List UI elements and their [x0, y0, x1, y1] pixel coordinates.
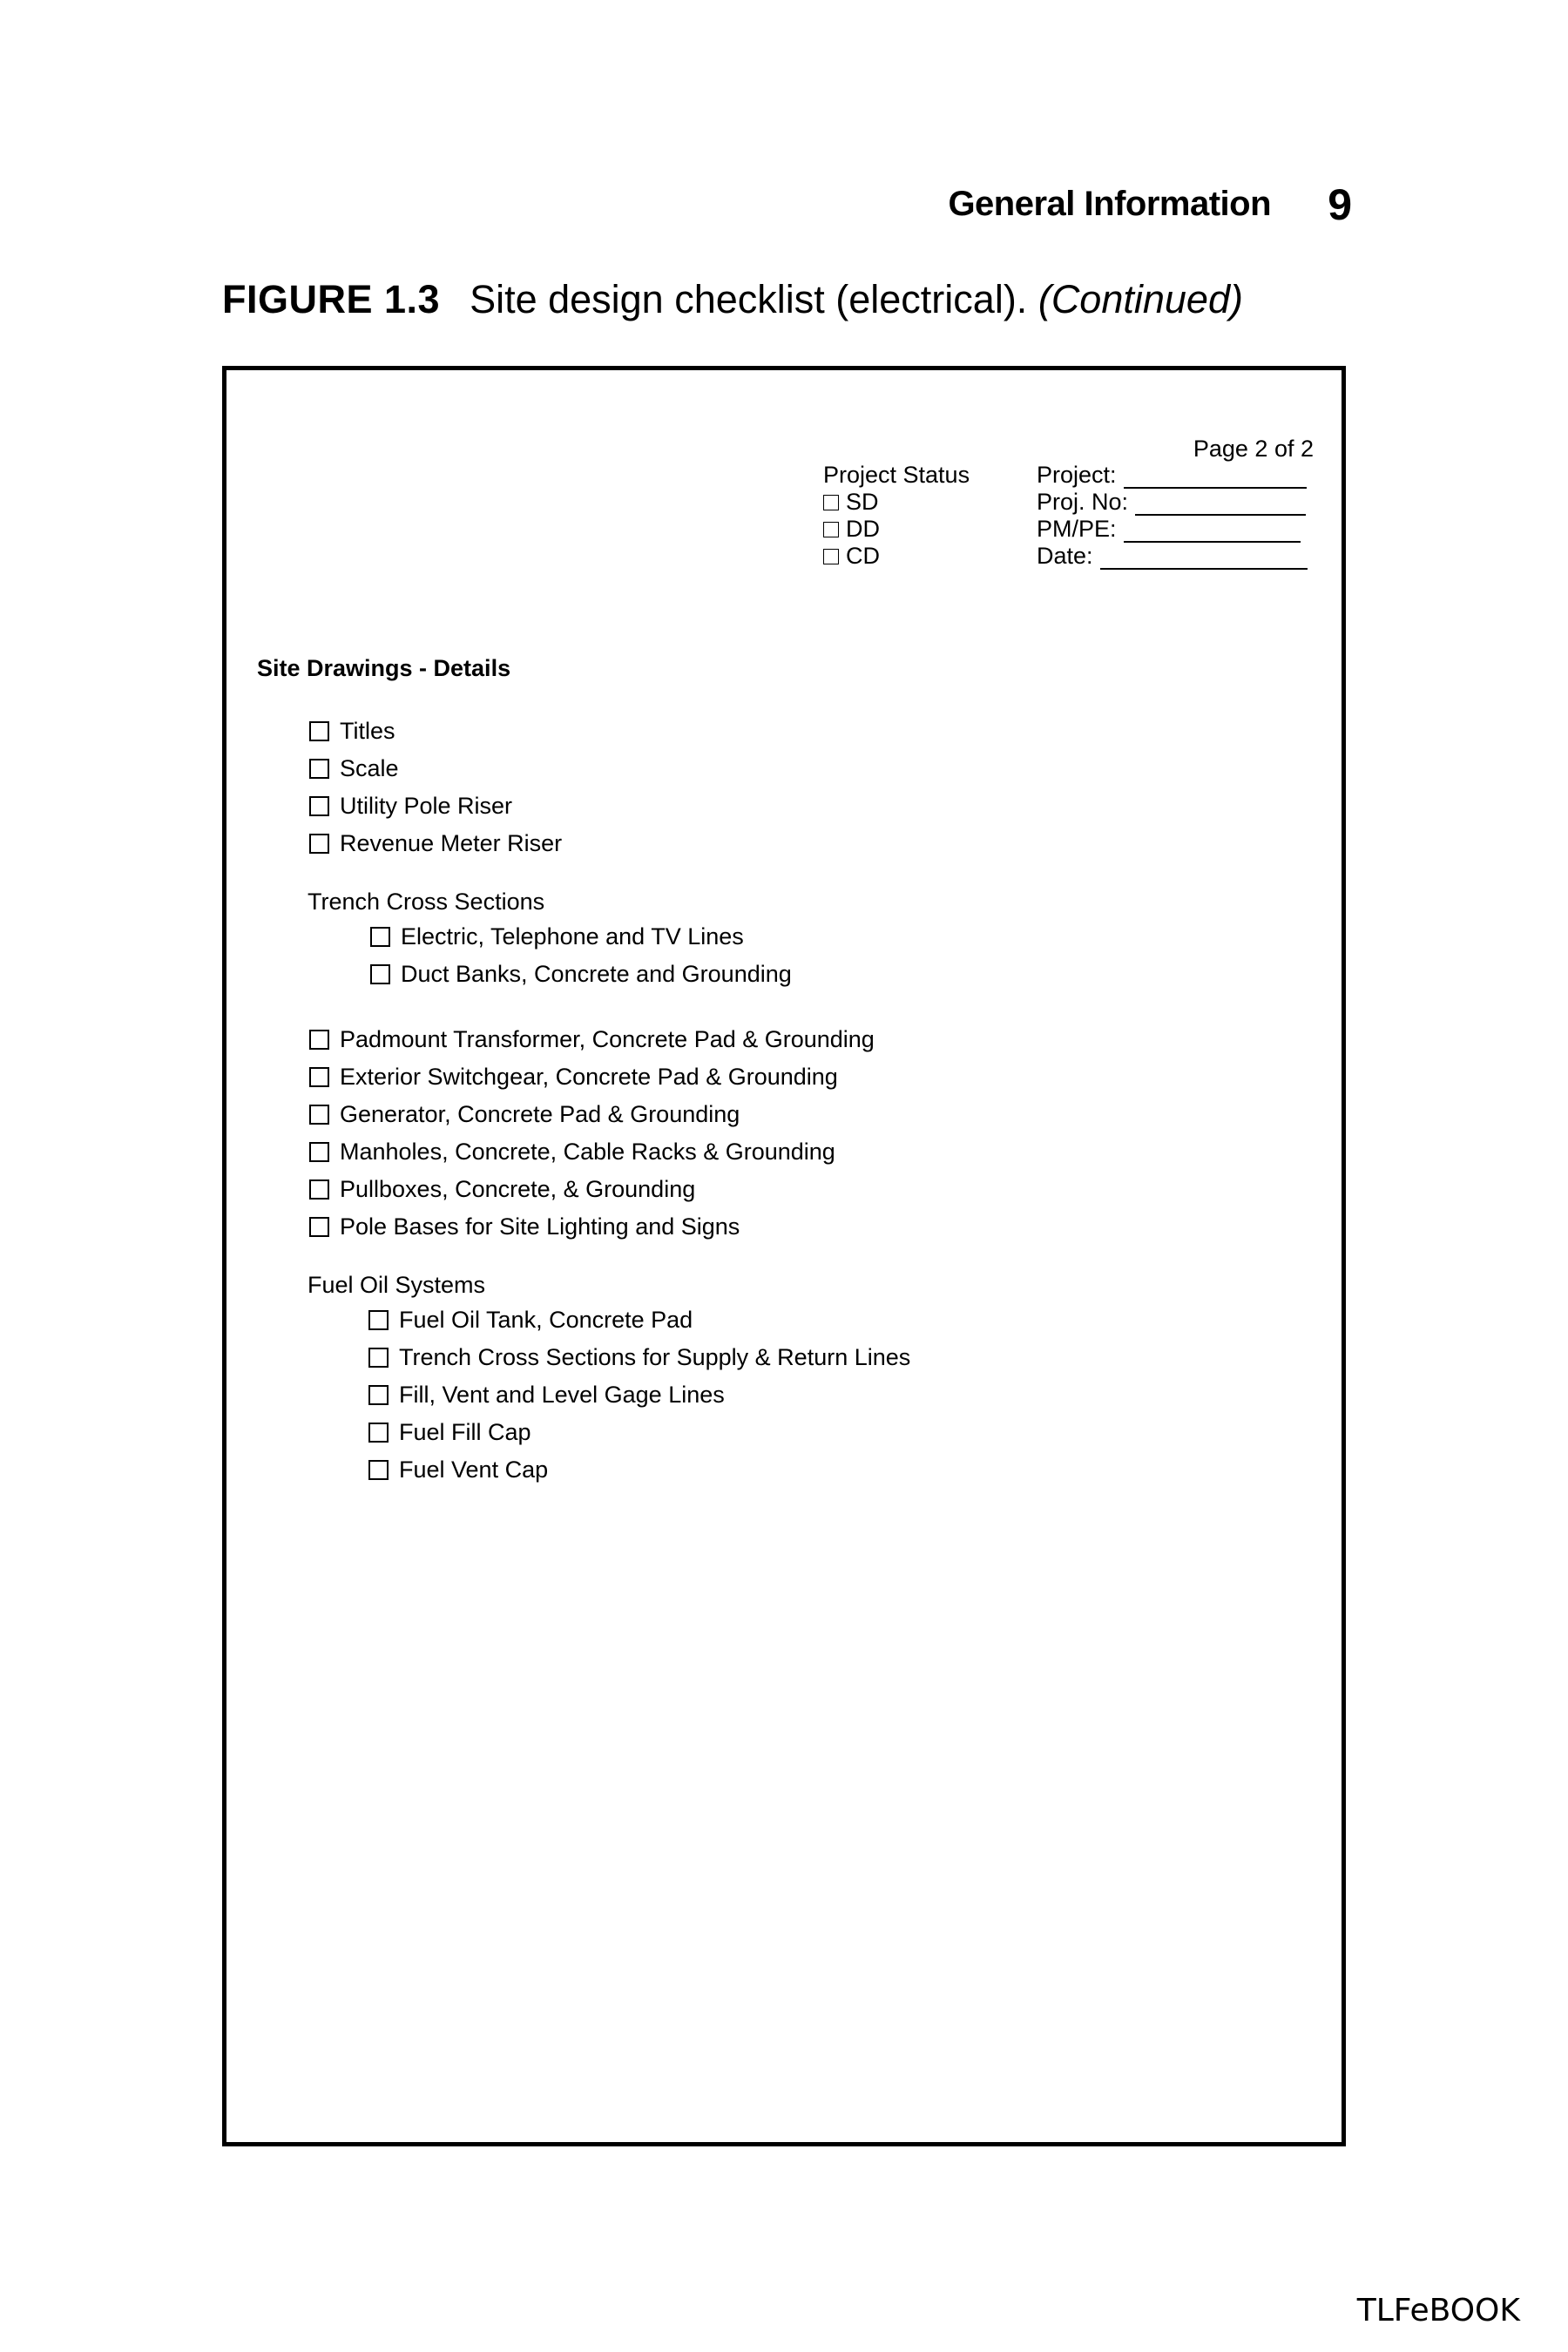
- checklist-item-pole-bases[interactable]: [309, 1213, 740, 1240]
- item-label: Revenue Meter Riser: [340, 830, 563, 856]
- checkbox[interactable]: [309, 1142, 329, 1162]
- checklist-item-titles[interactable]: [309, 718, 395, 745]
- item-label: Manholes, Concrete, Cable Racks & Grounding: [340, 1139, 835, 1165]
- checklist-item-fuel-fill-cap[interactable]: [368, 1419, 531, 1446]
- field-label: Date:: [1037, 543, 1093, 569]
- item-label: Generator, Concrete Pad & Grounding: [340, 1101, 740, 1127]
- status-option-cd[interactable]: [823, 543, 970, 570]
- status-option-label: CD: [846, 543, 880, 569]
- item-label: Utility Pole Riser: [340, 793, 513, 819]
- field-blank[interactable]: [1124, 466, 1307, 489]
- field-blank[interactable]: [1135, 493, 1306, 516]
- item-label: Titles: [340, 718, 395, 744]
- checkbox[interactable]: [370, 964, 390, 984]
- checkbox[interactable]: [368, 1385, 389, 1405]
- checklist-item-duct-banks[interactable]: [370, 961, 792, 988]
- status-option-sd[interactable]: [823, 489, 970, 516]
- checklist-item-utility-pole-riser[interactable]: [309, 793, 512, 820]
- item-label: Duct Banks, Concrete and Grounding: [401, 961, 792, 987]
- checklist-item-exterior-switchgear[interactable]: [309, 1064, 838, 1091]
- checklist-item-manholes[interactable]: [309, 1139, 835, 1166]
- checkbox[interactable]: [370, 927, 390, 947]
- project-status: [823, 462, 970, 570]
- item-label: Trench Cross Sections for Supply & Return Lines: [399, 1344, 911, 1370]
- field-label: Proj. No:: [1037, 489, 1129, 515]
- status-option-dd[interactable]: [823, 516, 970, 543]
- checklist-item-generator[interactable]: [309, 1101, 740, 1128]
- checkbox[interactable]: [368, 1423, 389, 1443]
- checkbox[interactable]: [309, 721, 329, 741]
- item-label: Exterior Switchgear, Concrete Pad & Grounding: [340, 1064, 838, 1090]
- checkbox[interactable]: [823, 522, 839, 537]
- checkbox[interactable]: [823, 495, 839, 510]
- project-info-fields: [1037, 462, 1308, 570]
- project-field[interactable]: [1037, 462, 1308, 489]
- item-label: Fill, Vent and Level Gage Lines: [399, 1382, 725, 1408]
- field-blank[interactable]: [1100, 547, 1308, 570]
- field-label: Project:: [1037, 462, 1117, 488]
- section-title: General Information: [948, 185, 1271, 223]
- item-label: Fuel Oil Tank, Concrete Pad: [399, 1307, 693, 1333]
- figure-caption: [222, 277, 1243, 322]
- checkbox[interactable]: [309, 1105, 329, 1125]
- checklist-item-revenue-meter-riser[interactable]: [309, 830, 562, 857]
- checkbox[interactable]: [309, 796, 329, 816]
- page-indicator: Page 2 of 2: [1193, 436, 1314, 462]
- figure-label: FIGURE 1.3: [222, 277, 441, 321]
- item-label: Fuel Fill Cap: [399, 1419, 531, 1445]
- checkbox[interactable]: [368, 1348, 389, 1368]
- checkbox[interactable]: [309, 759, 329, 779]
- item-label: Pole Bases for Site Lighting and Signs: [340, 1213, 740, 1240]
- project-status-label: Project Status: [823, 462, 970, 488]
- pm-pe-field[interactable]: [1037, 516, 1308, 543]
- checklist-item-scale[interactable]: [309, 755, 399, 782]
- checklist-item-fuel-oil-tank[interactable]: [368, 1307, 693, 1334]
- item-label: Pullboxes, Concrete, & Grounding: [340, 1176, 696, 1202]
- item-label: Electric, Telephone and TV Lines: [401, 923, 744, 950]
- checkbox[interactable]: [823, 549, 839, 564]
- footer-watermark: TLFeBOOK: [1356, 2293, 1520, 2328]
- checklist-item-padmount-transformer[interactable]: [309, 1026, 875, 1053]
- checkbox[interactable]: [309, 1179, 329, 1200]
- item-label: Fuel Vent Cap: [399, 1456, 549, 1483]
- figure-continued: (Continued): [1037, 277, 1243, 321]
- fuel-group-label: Fuel Oil Systems: [308, 1272, 486, 1298]
- checklist-item-supply-return-lines[interactable]: [368, 1344, 910, 1371]
- field-label: PM/PE:: [1037, 516, 1117, 542]
- proj-no-field[interactable]: [1037, 489, 1308, 516]
- checklist-item-fuel-vent-cap[interactable]: [368, 1456, 548, 1484]
- checkbox[interactable]: [368, 1460, 389, 1480]
- section-heading: Site Drawings - Details: [257, 655, 511, 681]
- checkbox[interactable]: [309, 1030, 329, 1050]
- field-blank[interactable]: [1124, 520, 1301, 543]
- page-number: 9: [1328, 180, 1352, 229]
- status-option-label: SD: [846, 489, 879, 515]
- checkbox[interactable]: [368, 1310, 389, 1330]
- item-label: Padmount Transformer, Concrete Pad & Grounding: [340, 1026, 875, 1052]
- checklist-item-fill-vent-level[interactable]: [368, 1382, 725, 1409]
- date-field[interactable]: [1037, 543, 1308, 570]
- running-head: [0, 180, 1568, 237]
- checkbox[interactable]: [309, 1067, 329, 1087]
- checklist-frame: [222, 366, 1346, 2146]
- trench-group-label: Trench Cross Sections: [308, 889, 545, 915]
- item-label: Scale: [340, 755, 399, 781]
- status-option-label: DD: [846, 516, 880, 542]
- checklist-item-pullboxes[interactable]: [309, 1176, 695, 1203]
- figure-title: Site design checklist (electrical).: [470, 277, 1028, 321]
- checkbox[interactable]: [309, 1217, 329, 1237]
- checkbox[interactable]: [309, 834, 329, 854]
- checklist-item-electric-telephone-tv[interactable]: [370, 923, 744, 950]
